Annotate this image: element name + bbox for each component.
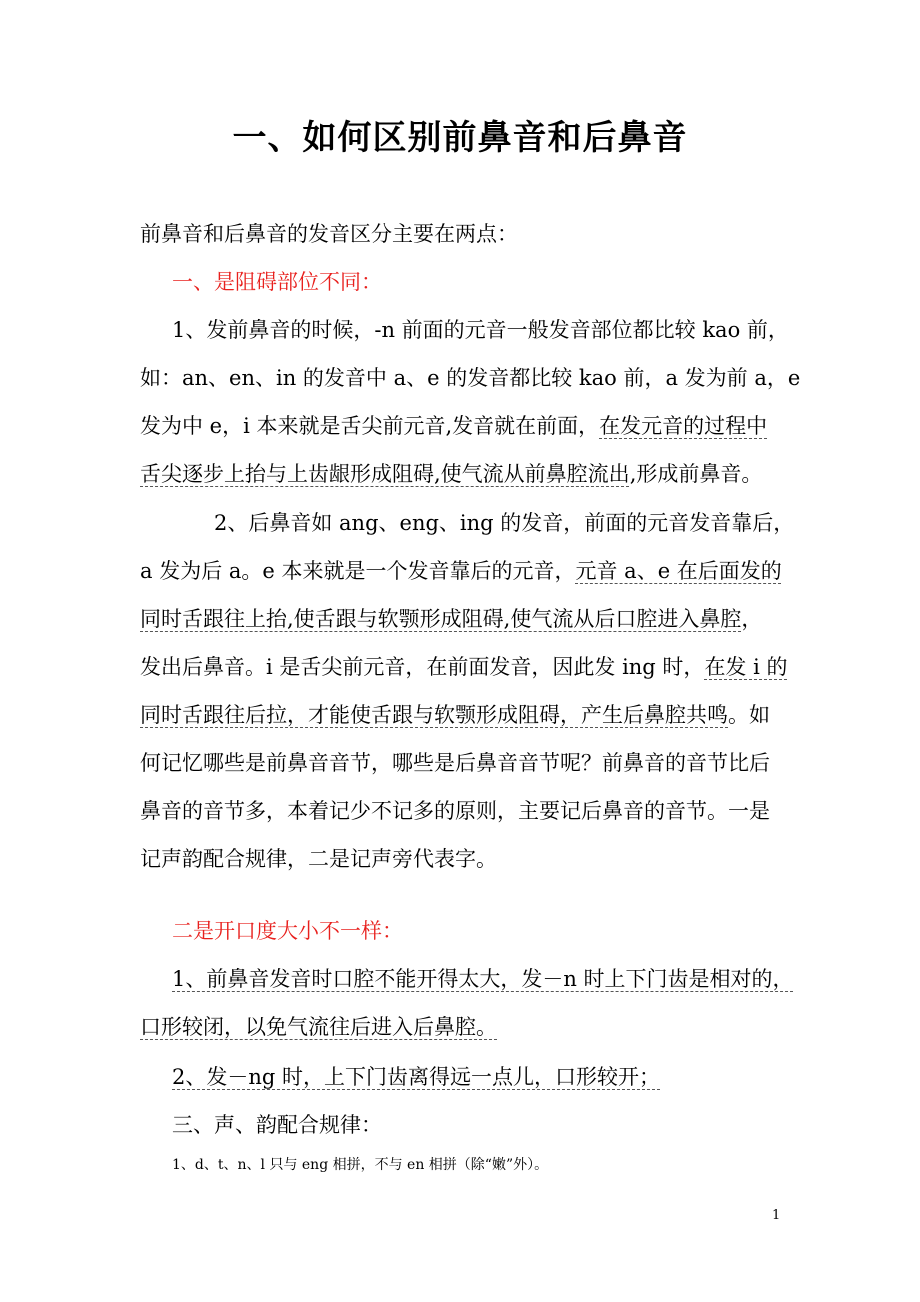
section2-p1-line2: [140, 1012, 497, 1042]
section2-p2: [172, 1062, 660, 1092]
page-number: 1: [772, 1208, 781, 1223]
intro-text: 前鼻音和后鼻音的发音区分主要在两点：: [140, 222, 518, 246]
section1-p1-line3: [140, 411, 767, 441]
section3-heading: 三、声、韵配合规律：: [172, 1113, 382, 1137]
section1-p2-line4: [140, 652, 788, 682]
underlined-text: 舌尖逐步上抬与上齿龈形成阻碍,使气流从前鼻腔流出: [140, 462, 630, 486]
text-run: a 发为后 a。e 本来就是一个发音靠后的元音，: [140, 559, 576, 583]
section1-p1-line2: 如：an、en、in 的发音中 a、e 的发音都比较 kao 前，a 发为前 a，e: [140, 366, 801, 390]
text-run: 。如: [728, 703, 770, 727]
section1-p2-line6: 何记忆哪些是前鼻音音节，哪些是后鼻音音节呢？前鼻音的音节比后: [140, 751, 770, 775]
section1-p2-line7: 鼻音的音节多，本着记少不记多的原则，主要记后鼻音的音节。一是: [140, 799, 770, 823]
section2-p1-line1: [172, 964, 794, 994]
section1-p1-line4: [140, 459, 762, 489]
underlined-text: 同时舌跟往后拉，才能使舌跟与软颚形成阻碍，产生后鼻腔共鸣: [140, 703, 728, 727]
section1-p2-line1: 2、后鼻音如 ang、eng、ing 的发音，前面的元音发音靠后，: [214, 511, 795, 535]
underlined-text: 口形较闭，以免气流往后进入后鼻腔。: [140, 1015, 497, 1039]
text-run: 发为中 e，i 本来就是舌尖前元音,发音就在前面，: [140, 414, 600, 438]
text-run: ，: [741, 607, 763, 631]
section1-p2-line8: 记声韵配合规律，二是记声旁代表字。: [140, 847, 497, 871]
underlined-text: 在发 i 的: [704, 655, 788, 679]
section3-rule1: 1、d、t、n、l 只与 eng 相拼，不与 en 相拼（除“嫩”外）。: [172, 1157, 549, 1173]
section1-p2-line5: [140, 700, 770, 730]
underlined-text: 元音 a、e 在后面发的: [575, 559, 782, 583]
page-title: 一、如何区别前鼻音和后鼻音: [232, 118, 688, 158]
underlined-text: 2、发－ng 时，上下门齿离得远一点儿，口形较开；: [172, 1065, 661, 1089]
section1-p2-line2: [140, 556, 782, 586]
section2-heading: 二是开口度大小不一样：: [172, 919, 403, 943]
section1-heading: 一、是阻碍部位不同：: [172, 270, 382, 294]
underlined-text: 在发元音的过程中: [599, 414, 768, 438]
section1-p1-line1: 1、发前鼻音的时候，-n 前面的元音一般发音部位都比较 kao 前，: [172, 318, 789, 342]
text-run: 发出后鼻音。i 是舌尖前元音，在前面发音，因此发 ing 时，: [140, 655, 705, 679]
text-run: ,形成前鼻音。: [629, 462, 763, 486]
section1-p2-line3: [140, 604, 762, 634]
underlined-text: 1、前鼻音发音时口腔不能开得太大，发－n 时上下门齿是相对的，: [172, 967, 794, 991]
underlined-text: 同时舌跟往上抬,使舌跟与软颚形成阻碍,使气流从后口腔进入鼻腔: [140, 607, 742, 631]
